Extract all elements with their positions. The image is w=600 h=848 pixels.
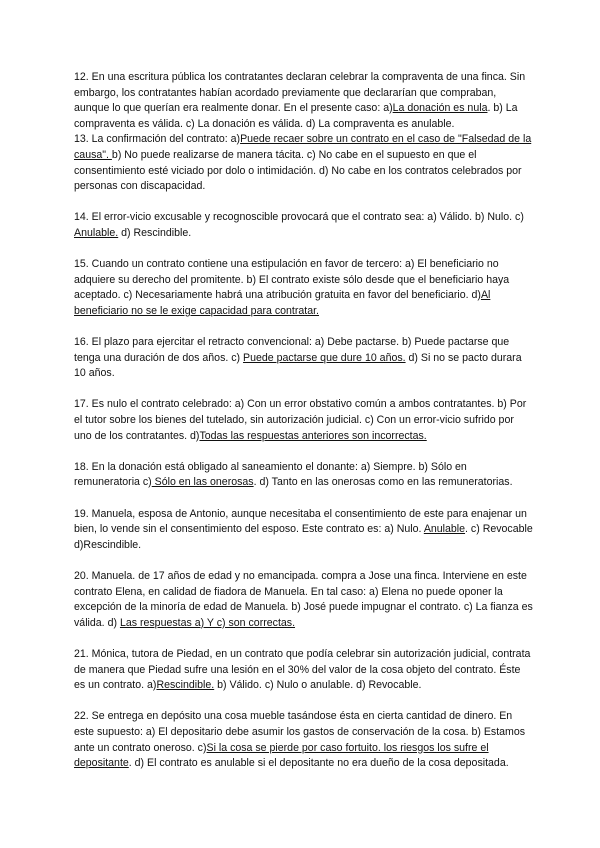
question-12 xyxy=(74,70,534,132)
question-text: d) Si no se pacto durara 10 años. xyxy=(74,351,522,380)
question-17 xyxy=(74,397,534,444)
question-16 xyxy=(74,335,534,382)
underlined-answer: Todas las respuestas anteriores son incorrectas. xyxy=(199,429,427,442)
question-20 xyxy=(74,569,534,631)
underlined-answer: Puede recaer sobre un contrato en el caso de "Falsedad de la causa". xyxy=(74,133,532,161)
question-text: 16. El plazo para ejercitar el retracto convencional: a) Debe pactarse. b) Puede pactarse que tenga una duración de dos años. c) xyxy=(74,336,510,364)
question-text: 21. Mónica, tutora de Piedad, en un contrato que podía celebrar sin autorización judicial, contrata de manera que Piedad sufre una lesión en el 30% del valor de la cosa objeto del contrato. Éste es un contrato. a) xyxy=(74,647,531,692)
question-14 xyxy=(74,210,534,241)
underlined-answer: Al beneficiario no se le exige capacidad para contratar. xyxy=(74,289,491,317)
underlined-answer: Si la cosa se pierde por caso fortuito. los riesgos los sufre el depositante xyxy=(74,741,489,770)
question-text: 20. Manuela. de 17 años de edad y no emancipada. compra a Jose una finca. Interviene en este contrato Elena, en calidad de fiadora de Manuela. En tal caso: a) Elena no puede oponer la excepción de la minoría de edad de Manuela. b) José puede impugnar el contrato. c) La fianza es válida. d) xyxy=(74,570,533,629)
underlined-answer: Sólo en las onerosas xyxy=(151,476,254,489)
underlined-answer: Anulable. xyxy=(74,226,119,239)
question-text: . b) La compraventa es válida. c) La donación es válida. d) La compraventa es anulable. xyxy=(74,102,518,130)
question-text: d) Rescindible. xyxy=(118,226,192,239)
question-text: 12. En una escritura pública los contratantes declaran celebrar la compraventa de una finca. Sin embargo, los contratantes habían acordado previamente que declararían que compraban, aunque lo que querían era realmente donar. En el presente caso: a) xyxy=(74,71,526,115)
question-text: 15. Cuando un contrato contiene una estipulación en favor de tercero: a) El beneficiario no adquiere su derecho del promitente. b) El contrato existe sólo desde que el beneficiario haya aceptado. c) Necesariamente habrá una atribución gratuita en favor del beneficiario. d) xyxy=(74,258,510,302)
question-15 xyxy=(74,257,534,319)
question-text: . c) Revocable d)Rescindible. xyxy=(74,523,533,551)
question-text: 13. La confirmación del contrato: a) xyxy=(74,133,241,146)
underlined-answer: Puede pactarse que dure 10 años. xyxy=(243,351,406,364)
question-text: 17. Es nulo el contrato celebrado: a) Con un error obstativo común a ambos contratantes. b) Por el tutor sobre los bienes del tutelado, sin autorización judicial. c) Con un error-vicio sufrido por uno de los contratantes. d) xyxy=(74,398,527,442)
question-text: 18. En la donación está obligado al saneamiento el donante: a) Siempre. b) Sólo en remuneratoria c) xyxy=(74,460,467,489)
document-page xyxy=(74,70,534,772)
underlined-answer: Las respuestas a) Y c) son correctas. xyxy=(119,616,296,629)
question-text: b) No puede realizarse de manera tácita. c) No cabe en el supuesto en que el consentimiento esté viciado por dolo o intimidación. d) No cabe en los contratos celebrados por personas con discapacidad. xyxy=(74,148,522,193)
question-text: 14. El error-vicio excusable y recognoscible provocará que el contrato sea: a) Válido. b) Nulo. c) xyxy=(74,211,524,224)
underlined-answer: Anulable xyxy=(423,523,466,536)
question-text: 19. Manuela, esposa de Antonio, aunque necesitaba el consentimiento de este para enajenar un bien, lo vende sin el consentimiento del esposo. Este contrato es: a) Nulo. xyxy=(74,507,527,536)
question-21 xyxy=(74,647,534,694)
question-text: b) Válido. c) Nulo o anulable. d) Revocable. xyxy=(214,679,422,692)
question-19 xyxy=(74,507,534,554)
question-text: . d) Tanto en las onerosas como en las remuneratorias. xyxy=(253,476,513,489)
underlined-answer: La donación es nula xyxy=(392,102,488,115)
question-text: 22. Se entrega en depósito una cosa mueble tasándose ésta en cierta cantidad de dinero. En este supuesto: a) El depositario debe asumir los gastos de conservación de la cosa. b) Estamos ante un contrato oneroso. c) xyxy=(74,710,526,754)
question-13 xyxy=(74,132,534,194)
question-22 xyxy=(74,709,534,771)
question-text: . d) El contrato es anulable si el depositante no era dueño de la cosa depositada. xyxy=(128,757,509,770)
underlined-answer: Rescindible. xyxy=(156,679,215,692)
question-18 xyxy=(74,460,534,491)
